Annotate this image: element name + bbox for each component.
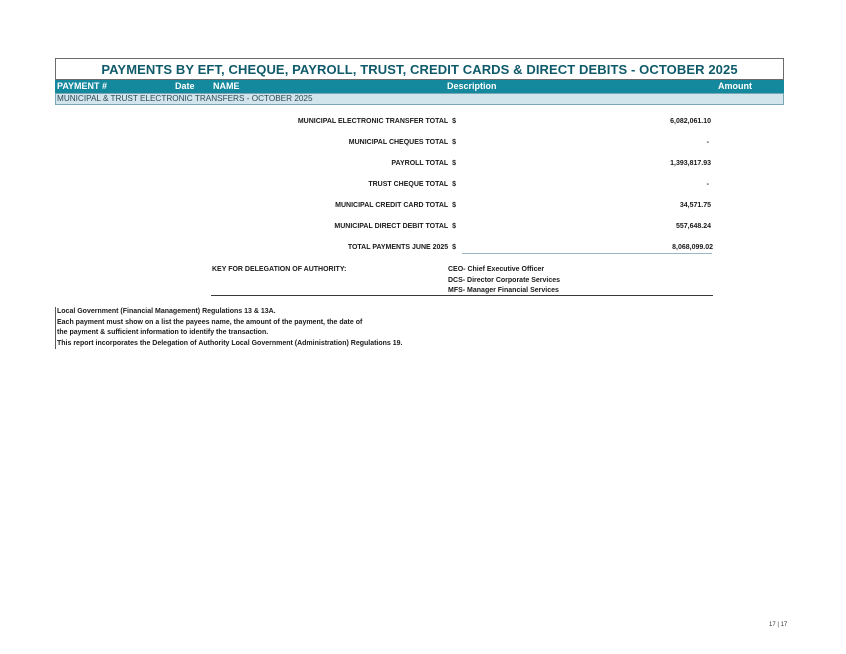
total-value: 1,393,817.93 [670,160,711,167]
total-value: 34,571.75 [679,202,711,209]
header-date: Date [175,81,195,91]
note-line: the payment & sufficient information to identify the transaction. [57,329,269,337]
delegation-key-list [448,265,560,297]
report-title: PAYMENTS BY EFT, CHEQUE, PAYROLL, TRUST, CREDIT CARDS & DIRECT DEBITS - OCTOBER 2025 [55,58,784,80]
total-value: 557,648.24 [675,223,711,230]
total-label: MUNICIPAL CHEQUES TOTAL $ [348,139,456,146]
key-item: MFS- Manager Financial Services [448,287,559,295]
total-label: MUNICIPAL DIRECT DEBIT TOTAL $ [334,223,456,230]
total-label: TRUST CHEQUE TOTAL $ [368,181,456,188]
table-header [55,80,784,93]
total-value: 6,082,061.10 [670,118,711,125]
total-label: MUNICIPAL CREDIT CARD TOTAL $ [335,202,456,209]
total-underline [462,253,712,254]
regulation-notes [55,307,403,349]
delegation-key-label: KEY FOR DELEGATION OF AUTHORITY: [212,266,347,273]
key-item: DCS- Director Corporate Services [448,276,561,284]
header-description: Description [447,81,497,91]
total-value: - [706,139,709,146]
total-label: MUNICIPAL ELECTRONIC TRANSFER TOTAL $ [297,118,456,125]
total-value: - [706,181,709,188]
total-label: TOTAL PAYMENTS JUNE 2025 $ [347,244,456,251]
total-label: PAYROLL TOTAL $ [391,160,456,167]
divider [211,295,713,296]
section-label: MUNICIPAL & TRUST ELECTRONIC TRANSFERS - OCTOBER 2025 [55,93,784,105]
total-value: 8,068,099.02 [672,244,713,251]
header-amount: Amount [718,81,752,91]
key-item: CEO- Chief Executive Officer [448,266,545,273]
header-name: NAME [213,81,240,91]
note-line: Local Government (Financial Management) Regulations 13 & 13A. [57,308,276,315]
page-number: 17 | 17 [769,622,788,628]
note-line: Each payment must show on a list the payees name, the amount of the payment, the date of [57,318,363,326]
header-payment: PAYMENT # [57,81,108,91]
note-line: This report incorporates the Delegation of Authority Local Government (Administration) Regulations 19. [57,339,403,347]
